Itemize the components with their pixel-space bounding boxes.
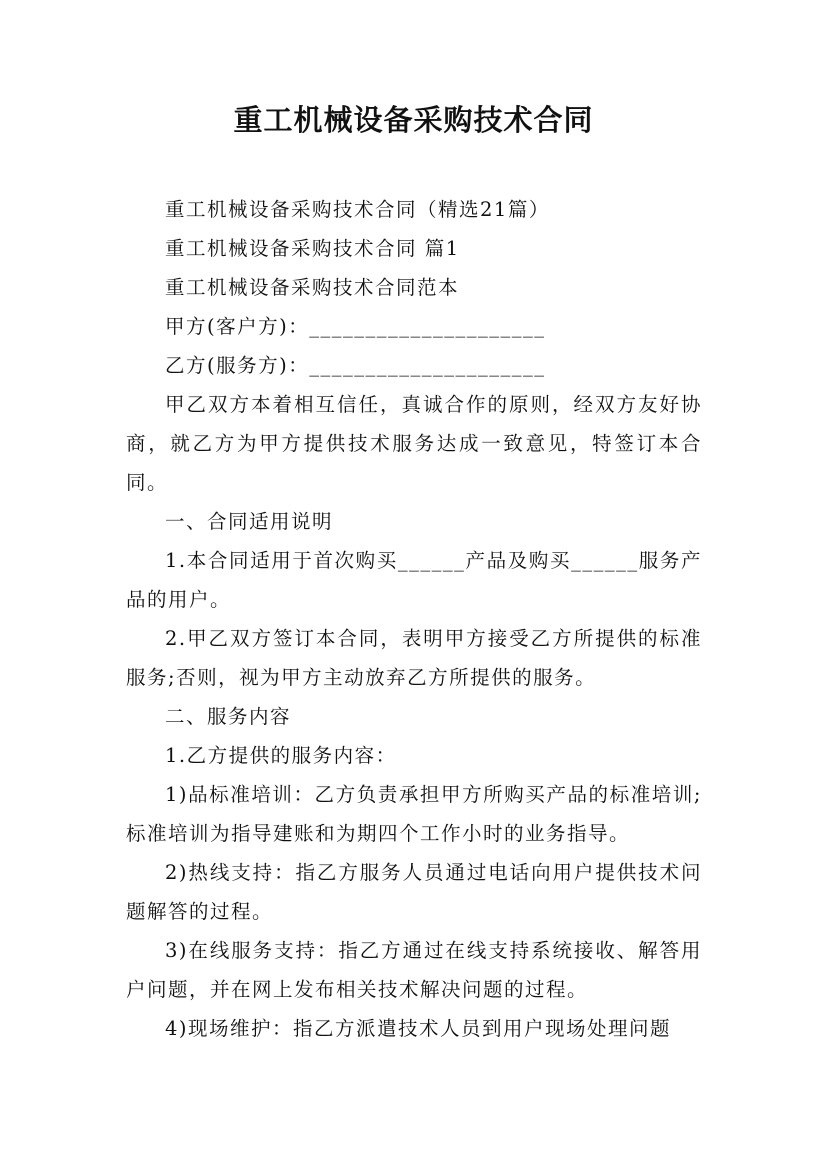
paragraph: 2)热线支持：指乙方服务人员通过电话向用户提供技术问题解答的过程。 (126, 861, 702, 923)
section-heading: 一、合同适用说明 (165, 510, 334, 533)
document-title: 重工机械设备采购技术合同 (233, 103, 594, 137)
paragraph: 2.甲乙双方签订本合同，表明甲方接受乙方所提供的标准服务;否则，视为甲方主动放弃乙方所提供的服务。 (126, 627, 702, 689)
paragraph: 1)品标准培训：乙方负责承担甲方所购买产品的标准培训;标准培训为指导建账和为期四个工作小时的业务指导。 (126, 783, 702, 845)
paragraph: 1.乙方提供的服务内容： (165, 744, 397, 767)
paragraph: 3)在线服务支持：指乙方通过在线支持系统接收、解答用户问题，并在网上发布相关技术解决问题的过程。 (126, 939, 702, 1001)
paragraph: 重工机械设备采购技术合同（精选21篇） (165, 198, 550, 221)
party-a-field: 甲方(客户方)：_____________________ (165, 315, 546, 338)
paragraph: 1.本合同适用于首次购买______产品及购买______服务产品的用户。 (126, 549, 702, 611)
paragraph: 甲乙双方本着相互信任，真诚合作的原则，经双方友好协商，就乙方为甲方提供技术服务达成一致意见，特签订本合同。 (126, 393, 702, 494)
section-heading: 二、服务内容 (165, 705, 292, 728)
party-b-field: 乙方(服务方)：_____________________ (165, 354, 546, 377)
document-body (126, 190, 702, 1048)
paragraph: 4)现场维护：指乙方派遣技术人员到用户现场处理问题 (165, 1017, 672, 1040)
paragraph: 重工机械设备采购技术合同 篇1 (165, 237, 460, 260)
paragraph: 重工机械设备采购技术合同范本 (165, 276, 460, 299)
